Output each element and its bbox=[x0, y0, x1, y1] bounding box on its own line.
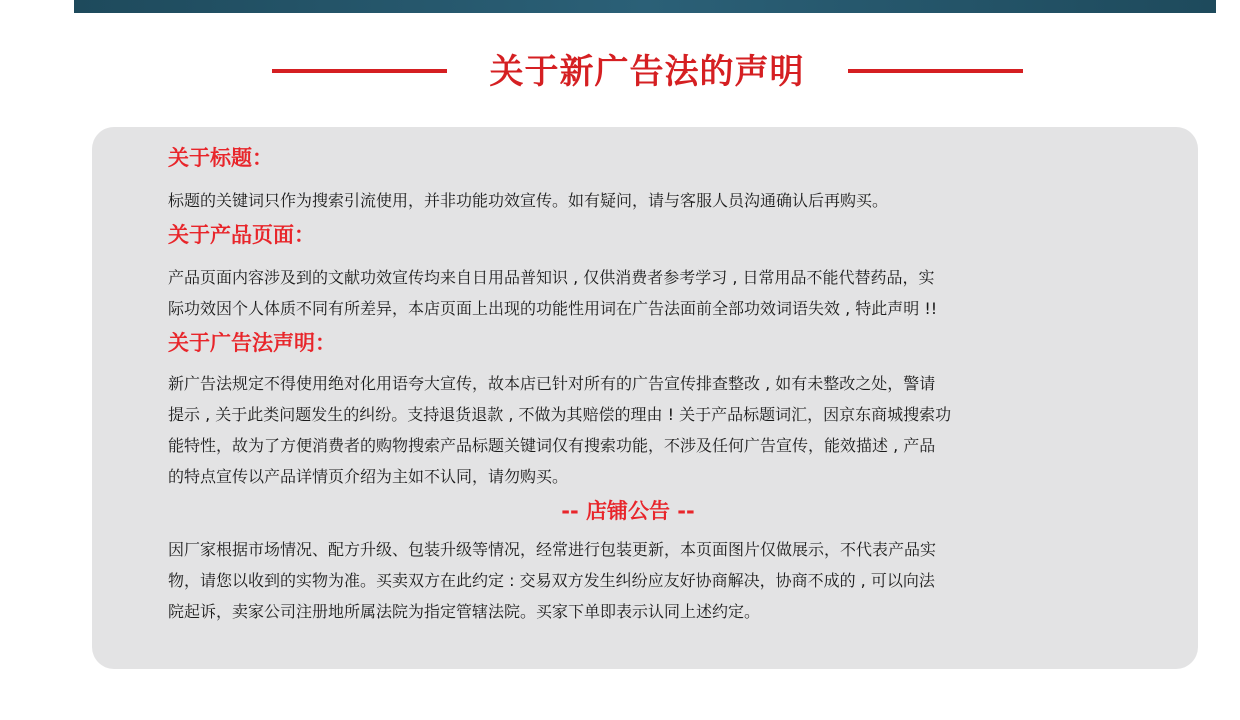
section-text-ad-law-line-3: 能特性，故为了方便消费者的购物搜索产品标题关键词仅有搜索功能，不涉及任何广告宣传，能效描述 , 产品 bbox=[168, 436, 936, 455]
store-notice-line-3: 院起诉，卖家公司注册地所属法院为指定管辖法院。买家下单即表示认同上述约定。 bbox=[168, 602, 761, 621]
section-text-product-page-line-2: 际功效因个人体质不同有所差异，本店页面上出现的功能性用词在广告法面前全部功效词语失效 , 特此声明 !! bbox=[168, 299, 938, 318]
heading-dash-right bbox=[848, 69, 1023, 73]
page-title: 关于新广告法的声明 bbox=[489, 52, 805, 92]
section-text-headline: 标题的关键词只作为搜索引流使用，并非功能功效宣传。如有疑问，请与客服人员沟通确认后再购买。 bbox=[168, 191, 889, 210]
store-notice-line-2: 物，请您以收到的实物为准。买卖双方在此约定 : 交易双方发生纠纷应友好协商解决，协商不成的 , 可以向法 bbox=[168, 571, 935, 590]
store-notice-line-1: 因厂家根据市场情况、配方升级、包装升级等情况，经常进行包装更新，本页面图片仅做展示，不代表产品实 bbox=[168, 540, 937, 559]
section-text-ad-law-line-4: 的特点宣传以产品详情页介绍为主如不认同，请勿购买。 bbox=[168, 467, 569, 486]
store-notice-title: -- 店铺公告 -- bbox=[561, 499, 695, 523]
section-title-headline: 关于标题： bbox=[168, 146, 273, 170]
section-text-ad-law-line-1: 新广告法规定不得使用绝对化用语夸大宣传，故本店已针对所有的广告宣传排查整改 , 如有未整改之处，警请 bbox=[168, 374, 936, 393]
top-banner-strip bbox=[74, 0, 1216, 13]
section-title-product-page: 关于产品页面： bbox=[168, 223, 315, 247]
section-text-product-page-line-1: 产品页面内容涉及到的文献功效宣传均来自日用品普知识 , 仅供消费者参考学习 , 日常用品不能代替药品，实 bbox=[168, 268, 935, 287]
heading-row bbox=[0, 44, 1240, 100]
heading-dash-left bbox=[272, 69, 447, 73]
statement-content bbox=[168, 143, 1088, 627]
section-text-ad-law-line-2: 提示 , 关于此类问题发生的纠纷。支持退货退款 , 不做为其赔偿的理由 ! 关于产品标题词汇，因京东商城搜索功 bbox=[168, 405, 952, 424]
section-title-ad-law: 关于广告法声明： bbox=[168, 331, 336, 355]
